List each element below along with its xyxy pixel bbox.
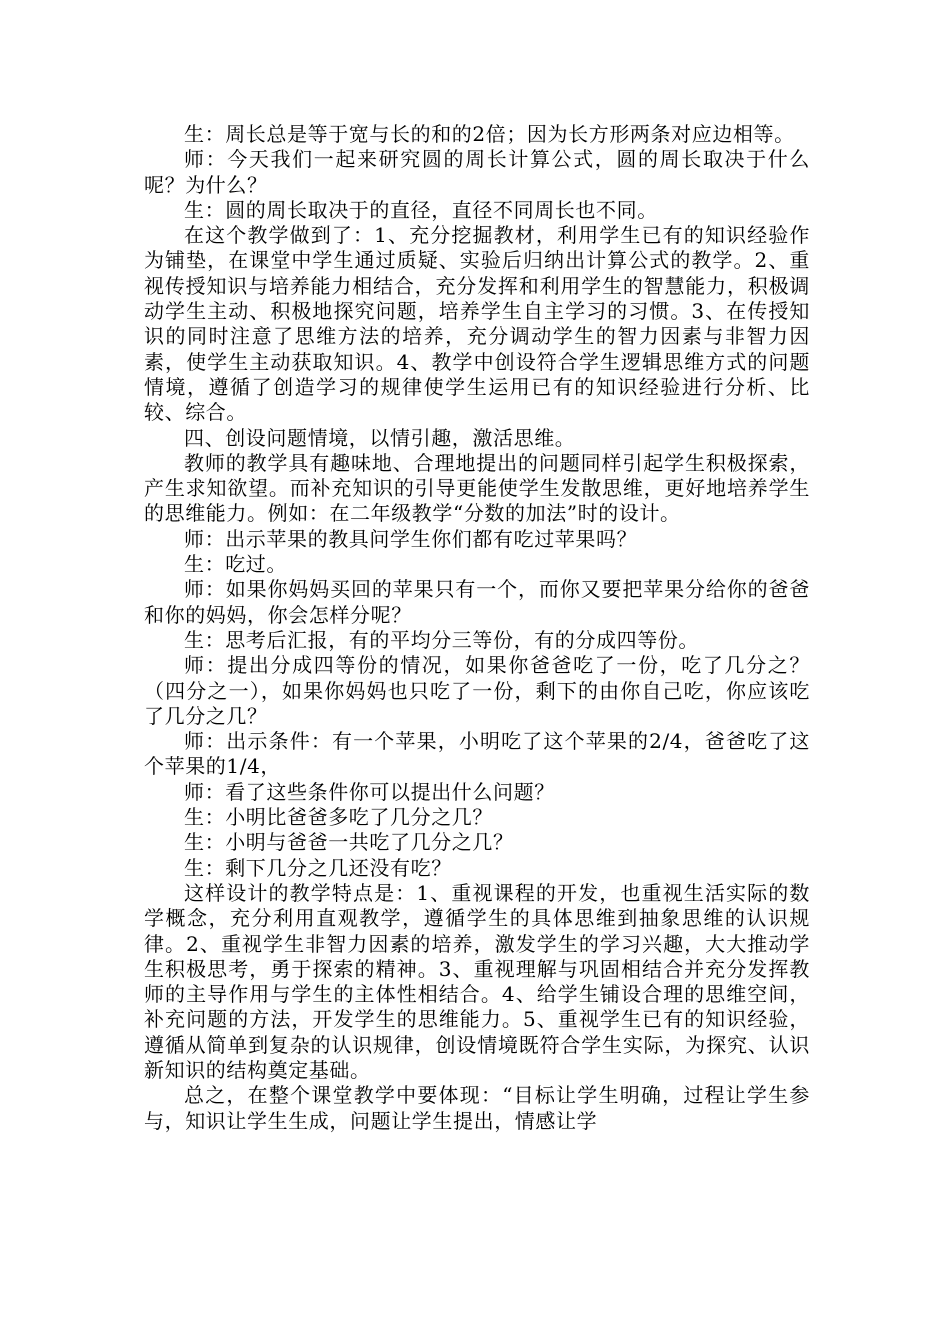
paragraph: 生：吃过。 (184, 552, 287, 577)
paragraph: 教师的教学具有趣味地、合理地提出的问题同样引起学生积极探索，产生求知欲望。而补充知识的引导更能使学生发散思维，更好地培养学生的思维能力。例如：在二年级教学“分数的加法”时的设计。 (144, 450, 810, 526)
paragraph: 生：圆的周长取决于的直径，直径不同周长也不同。 (184, 197, 658, 222)
paragraph: 生：思考后汇报，有的平均分三等份，有的分成四等份。 (184, 627, 699, 652)
paragraph: 师：提出分成四等份的情况，如果你爸爸吃了一份，吃了几分之？（四分之一），如果你妈妈也只吃了一份，剩下的由你自己吃，你应该吃了几分之几？ (144, 653, 810, 728)
paragraph: 生：小明比爸爸多吃了几分之几？ (184, 805, 493, 830)
paragraph: 这样设计的教学特点是：1、重视课程的开发，也重视生活实际的数学概念，充分利用直观教学，遵循学生的具体思维到抽象思维的认识规律。2、重视学生非智力因素的培养，激发学生的学习兴趣，大大推动学生积极思考，勇于探索的精神。3、重视理解与巩固相结合并充分发挥教师的主导作用与学生的主体性相结合。4、给学生铺设合理的思维空间，补充问题的方法，开发学生的思维能力。5、重视学生已有的知识经验，遵循从简单到复杂的认识规律，创设情境既符合学生实际，为探究、认识新知识的结构奠定基础。 (144, 880, 810, 1082)
paragraph: 师：今天我们一起来研究圆的周长计算公式，圆的周长取决于什么呢？为什么？ (144, 147, 810, 197)
paragraph: 师：如果你妈妈买回的苹果只有一个，而你又要把苹果分给你的爸爸和你的妈妈，你会怎样分呢？ (144, 577, 810, 627)
paragraph: 总之，在整个课堂教学中要体现：“目标让学生明确，过程让学生参与，知识让学生生成，问题让学生提出，情感让学 (144, 1083, 810, 1133)
paragraph: 师：出示条件：有一个苹果，小明吃了这个苹果的2/4，爸爸吃了这个苹果的1/4， (144, 729, 810, 779)
paragraph: 师：看了这些条件你可以提出什么问题？ (184, 779, 555, 804)
paragraph: 四、创设问题情境，以情引趣，激活思维。 (184, 425, 576, 450)
paragraph: 生：小明与爸爸一共吃了几分之几？ (184, 830, 514, 855)
document-body (144, 122, 810, 1134)
paragraph: 师：出示苹果的教具问学生你们都有吃过苹果吗？ (184, 526, 638, 551)
paragraph: 在这个教学做到了：1、充分挖掘教材，利用学生已有的知识经验作为铺垫，在课堂中学生通过质疑、实验后归纳出计算公式的教学。2、重视传授知识与培养能力相结合，充分发挥和利用学生的智慧能力，积极调动学生主动、积极地探究问题，培养学生自主学习的习惯。3、在传授知识的同时注意了思维方法的培养，充分调动学生的智力因素与非智力因素，使学生主动获取知识。4、教学中创设符合学生逻辑思维方式的问题情境，遵循了创造学习的规律使学生运用已有的知识经验进行分析、比较、综合。 (144, 223, 810, 425)
paragraph: 生：剩下几分之几还没有吃？ (184, 855, 452, 880)
paragraph: 生：周长总是等于宽与长的和的2倍；因为长方形两条对应边相等。 (184, 122, 795, 146)
